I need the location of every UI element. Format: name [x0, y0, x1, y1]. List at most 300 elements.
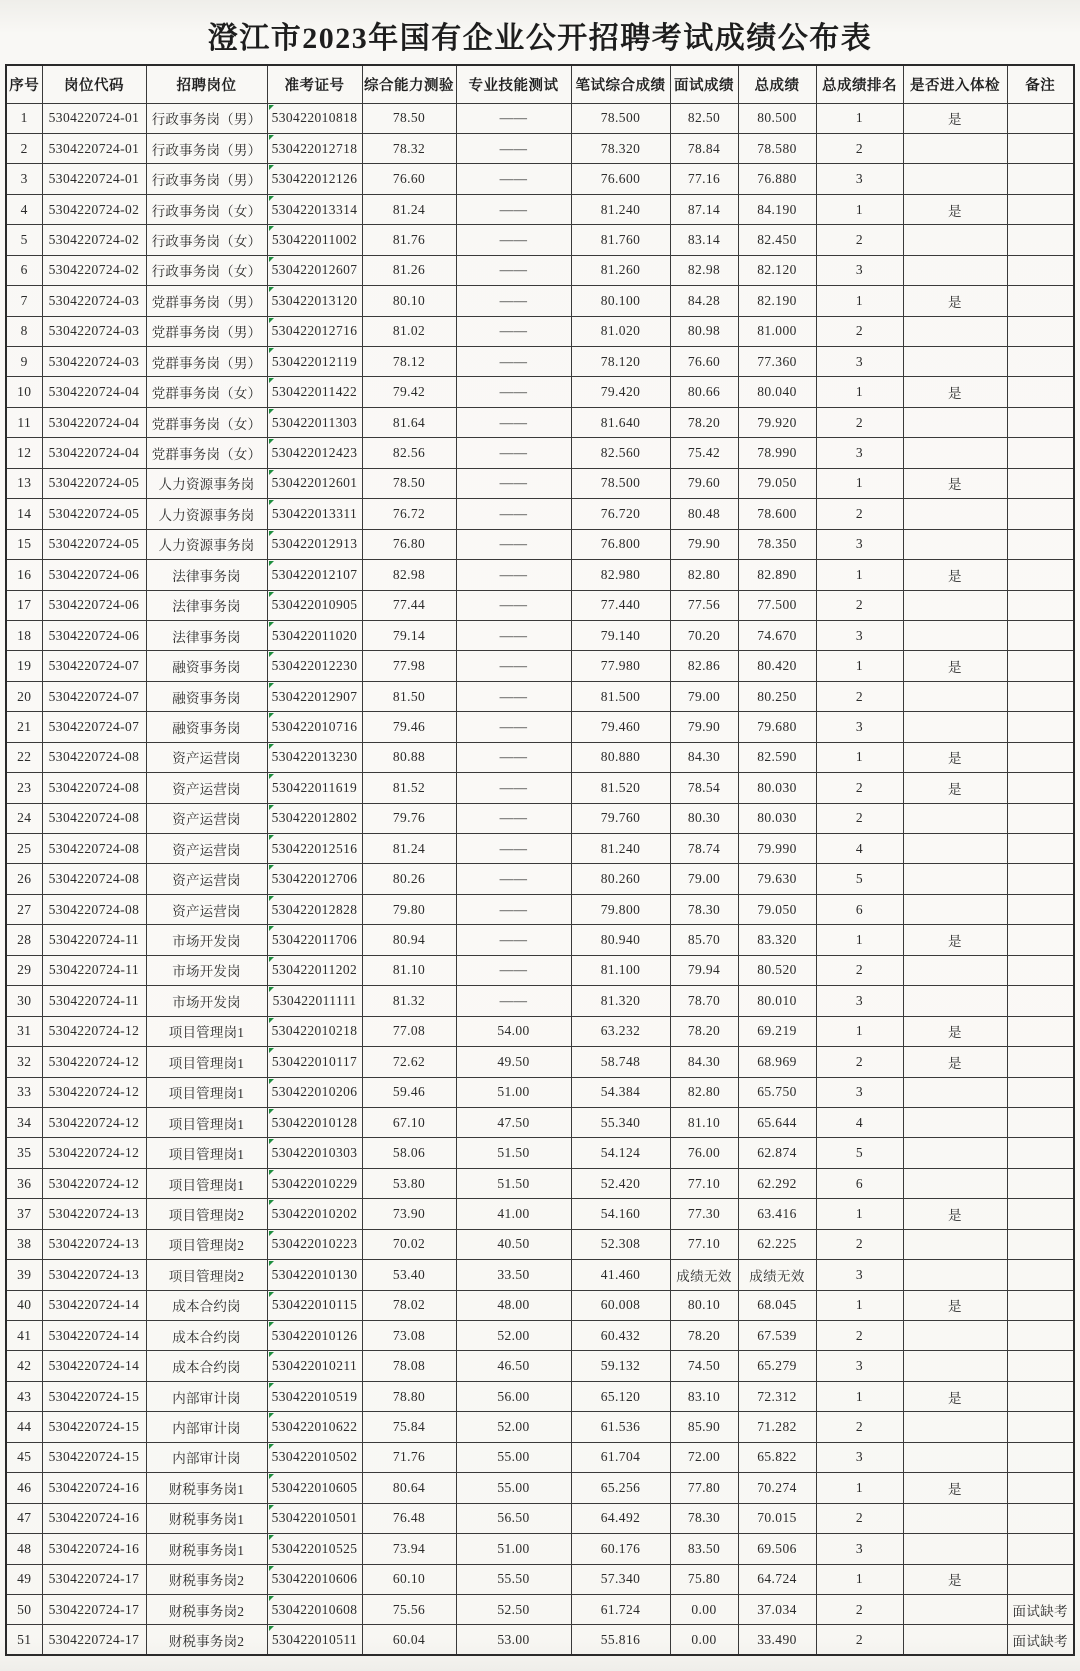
cell-remark — [1007, 529, 1074, 559]
cell-remark — [1007, 894, 1074, 924]
cell-skill_test: —— — [456, 499, 571, 529]
cell-ticket_no: 530422011303 — [267, 407, 362, 437]
column-header-ticket_no: 准考证号 — [267, 65, 362, 103]
cell-remark — [1007, 834, 1074, 864]
cell-comprehensive_test: 80.26 — [362, 864, 456, 894]
cell-position_title: 法律事务岗 — [146, 590, 267, 620]
cell-comprehensive_test: 76.80 — [362, 529, 456, 559]
table-row — [6, 1381, 1074, 1411]
cell-interview_score: 85.70 — [670, 925, 738, 955]
cell-ticket_no: 530422011020 — [267, 620, 362, 650]
cell-position_title: 人力资源事务岗 — [146, 499, 267, 529]
cell-skill_test: 54.00 — [456, 1016, 571, 1046]
cell-ticket_no: 530422010502 — [267, 1442, 362, 1472]
cell-enter_physical: 是 — [903, 194, 1007, 224]
cell-position_title: 行政事务岗（男） — [146, 133, 267, 163]
cell-interview_score: 78.54 — [670, 773, 738, 803]
cell-skill_test: —— — [456, 834, 571, 864]
cell-ticket_no: 530422010303 — [267, 1138, 362, 1168]
cell-total_rank: 2 — [816, 1594, 903, 1624]
cell-interview_score: 75.42 — [670, 438, 738, 468]
cell-comprehensive_test: 71.76 — [362, 1442, 456, 1472]
cell-comprehensive_test: 53.40 — [362, 1260, 456, 1290]
cell-remark — [1007, 955, 1074, 985]
cell-remark — [1007, 255, 1074, 285]
cell-total_score: 成绩无效 — [738, 1260, 816, 1290]
cell-total_score: 71.282 — [738, 1412, 816, 1442]
table-row — [6, 1047, 1074, 1077]
cell-total_score: 76.880 — [738, 164, 816, 194]
cell-enter_physical: 是 — [903, 1564, 1007, 1594]
cell-position_code: 5304220724-14 — [42, 1321, 146, 1351]
cell-total_rank: 3 — [816, 438, 903, 468]
cell-total_rank: 2 — [816, 499, 903, 529]
cell-enter_physical — [903, 620, 1007, 650]
cell-serial: 1 — [6, 103, 42, 133]
cell-interview_score: 84.30 — [670, 742, 738, 772]
cell-skill_test: —— — [456, 620, 571, 650]
cell-ticket_no: 530422010501 — [267, 1503, 362, 1533]
cell-total_score: 63.416 — [738, 1199, 816, 1229]
table-row — [6, 1351, 1074, 1381]
cell-serial: 51 — [6, 1625, 42, 1655]
cell-skill_test: 52.00 — [456, 1412, 571, 1442]
cell-position_title: 党群事务岗（女） — [146, 407, 267, 437]
cell-ticket_no: 530422012913 — [267, 529, 362, 559]
cell-skill_test: —— — [456, 955, 571, 985]
cell-ticket_no: 530422013311 — [267, 499, 362, 529]
cell-total_score: 37.034 — [738, 1594, 816, 1624]
table-row — [6, 194, 1074, 224]
cell-comprehensive_test: 78.50 — [362, 103, 456, 133]
cell-total_rank: 2 — [816, 1047, 903, 1077]
cell-ticket_no: 530422011111 — [267, 986, 362, 1016]
cell-comprehensive_test: 76.48 — [362, 1503, 456, 1533]
cell-total_rank: 3 — [816, 986, 903, 1016]
cell-skill_test: 47.50 — [456, 1107, 571, 1137]
cell-total_score: 78.580 — [738, 133, 816, 163]
cell-interview_score: 75.80 — [670, 1564, 738, 1594]
cell-position_title: 内部审计岗 — [146, 1412, 267, 1442]
cell-written_total: 80.940 — [571, 925, 670, 955]
cell-position_code: 5304220724-05 — [42, 468, 146, 498]
table-row — [6, 681, 1074, 711]
cell-total_score: 65.822 — [738, 1442, 816, 1472]
cell-interview_score: 79.90 — [670, 529, 738, 559]
cell-remark — [1007, 1107, 1074, 1137]
cell-enter_physical — [903, 133, 1007, 163]
cell-written_total: 54.160 — [571, 1199, 670, 1229]
cell-enter_physical — [903, 225, 1007, 255]
header-row — [6, 65, 1074, 103]
cell-total_score: 79.990 — [738, 834, 816, 864]
table-row — [6, 438, 1074, 468]
cell-total_score: 65.279 — [738, 1351, 816, 1381]
cell-ticket_no: 530422011706 — [267, 925, 362, 955]
table-row — [6, 255, 1074, 285]
cell-comprehensive_test: 81.64 — [362, 407, 456, 437]
cell-serial: 28 — [6, 925, 42, 955]
cell-serial: 46 — [6, 1473, 42, 1503]
cell-remark — [1007, 1229, 1074, 1259]
cell-ticket_no: 530422010211 — [267, 1351, 362, 1381]
cell-position_title: 行政事务岗（女） — [146, 225, 267, 255]
cell-interview_score: 87.14 — [670, 194, 738, 224]
cell-position_title: 项目管理岗1 — [146, 1047, 267, 1077]
cell-total_score: 77.500 — [738, 590, 816, 620]
cell-remark — [1007, 133, 1074, 163]
cell-serial: 16 — [6, 560, 42, 590]
cell-written_total: 61.704 — [571, 1442, 670, 1472]
table-row — [6, 1625, 1074, 1655]
cell-enter_physical — [903, 1351, 1007, 1381]
cell-written_total: 80.100 — [571, 286, 670, 316]
cell-enter_physical — [903, 316, 1007, 346]
cell-written_total: 79.460 — [571, 712, 670, 742]
cell-remark — [1007, 1047, 1074, 1077]
cell-total_score: 62.225 — [738, 1229, 816, 1259]
cell-ticket_no: 530422010606 — [267, 1564, 362, 1594]
cell-skill_test: 56.50 — [456, 1503, 571, 1533]
cell-skill_test: 40.50 — [456, 1229, 571, 1259]
cell-written_total: 52.420 — [571, 1168, 670, 1198]
cell-written_total: 60.008 — [571, 1290, 670, 1320]
cell-position_code: 5304220724-12 — [42, 1047, 146, 1077]
cell-serial: 32 — [6, 1047, 42, 1077]
cell-total_rank: 1 — [816, 286, 903, 316]
cell-total_rank: 1 — [816, 377, 903, 407]
cell-total_score: 80.250 — [738, 681, 816, 711]
cell-written_total: 77.980 — [571, 651, 670, 681]
cell-written_total: 79.800 — [571, 894, 670, 924]
cell-remark — [1007, 1503, 1074, 1533]
cell-comprehensive_test: 75.56 — [362, 1594, 456, 1624]
cell-total_rank: 1 — [816, 1290, 903, 1320]
cell-position_code: 5304220724-06 — [42, 590, 146, 620]
cell-skill_test: —— — [456, 194, 571, 224]
cell-interview_score: 81.10 — [670, 1107, 738, 1137]
cell-remark — [1007, 194, 1074, 224]
table-row — [6, 955, 1074, 985]
cell-comprehensive_test: 80.64 — [362, 1473, 456, 1503]
cell-remark — [1007, 1168, 1074, 1198]
cell-ticket_no: 530422010608 — [267, 1594, 362, 1624]
cell-comprehensive_test: 80.88 — [362, 742, 456, 772]
cell-total_rank: 2 — [816, 773, 903, 803]
cell-written_total: 65.120 — [571, 1381, 670, 1411]
cell-skill_test: —— — [456, 347, 571, 377]
cell-total_rank: 5 — [816, 864, 903, 894]
table-row — [6, 1229, 1074, 1259]
cell-skill_test: 55.50 — [456, 1564, 571, 1594]
table-body — [6, 103, 1074, 1655]
cell-remark — [1007, 1016, 1074, 1046]
cell-written_total: 82.560 — [571, 438, 670, 468]
cell-ticket_no: 530422012718 — [267, 133, 362, 163]
cell-position_title: 项目管理岗1 — [146, 1107, 267, 1137]
cell-total_score: 80.520 — [738, 955, 816, 985]
cell-remark — [1007, 742, 1074, 772]
cell-remark — [1007, 1564, 1074, 1594]
cell-skill_test: —— — [456, 164, 571, 194]
cell-position_title: 财税事务岗1 — [146, 1473, 267, 1503]
cell-written_total: 60.432 — [571, 1321, 670, 1351]
cell-ticket_no: 530422011422 — [267, 377, 362, 407]
cell-remark — [1007, 651, 1074, 681]
cell-total_rank: 1 — [816, 1199, 903, 1229]
cell-ticket_no: 530422012716 — [267, 316, 362, 346]
cell-written_total: 81.760 — [571, 225, 670, 255]
column-header-comprehensive_test: 综合能力测验 — [362, 65, 456, 103]
cell-enter_physical — [903, 1625, 1007, 1655]
cell-skill_test: —— — [456, 103, 571, 133]
cell-interview_score: 82.98 — [670, 255, 738, 285]
cell-written_total: 78.320 — [571, 133, 670, 163]
cell-total_score: 78.350 — [738, 529, 816, 559]
cell-ticket_no: 530422010905 — [267, 590, 362, 620]
cell-total_rank: 1 — [816, 560, 903, 590]
cell-total_score: 62.874 — [738, 1138, 816, 1168]
cell-written_total: 82.980 — [571, 560, 670, 590]
column-header-skill_test: 专业技能测试 — [456, 65, 571, 103]
table-row — [6, 1260, 1074, 1290]
cell-skill_test: —— — [456, 529, 571, 559]
cell-total_rank: 2 — [816, 225, 903, 255]
cell-skill_test: 52.50 — [456, 1594, 571, 1624]
cell-serial: 34 — [6, 1107, 42, 1137]
cell-total_rank: 1 — [816, 194, 903, 224]
cell-ticket_no: 530422012607 — [267, 255, 362, 285]
table-row — [6, 316, 1074, 346]
cell-total_rank: 1 — [816, 1381, 903, 1411]
cell-position_code: 5304220724-16 — [42, 1473, 146, 1503]
table-row — [6, 1107, 1074, 1137]
cell-interview_score: 80.48 — [670, 499, 738, 529]
cell-position_title: 市场开发岗 — [146, 986, 267, 1016]
cell-total_rank: 2 — [816, 407, 903, 437]
cell-enter_physical: 是 — [903, 468, 1007, 498]
cell-remark — [1007, 681, 1074, 711]
cell-enter_physical: 是 — [903, 1381, 1007, 1411]
cell-serial: 39 — [6, 1260, 42, 1290]
cell-total_rank: 1 — [816, 1564, 903, 1594]
cell-enter_physical — [903, 712, 1007, 742]
cell-total_rank: 2 — [816, 1229, 903, 1259]
cell-remark — [1007, 103, 1074, 133]
cell-comprehensive_test: 73.08 — [362, 1321, 456, 1351]
table-row — [6, 1503, 1074, 1533]
cell-skill_test: —— — [456, 255, 571, 285]
cell-total_rank: 2 — [816, 1321, 903, 1351]
cell-enter_physical — [903, 1503, 1007, 1533]
cell-comprehensive_test: 73.90 — [362, 1199, 456, 1229]
cell-total_score: 79.050 — [738, 468, 816, 498]
cell-remark — [1007, 1442, 1074, 1472]
cell-comprehensive_test: 53.80 — [362, 1168, 456, 1198]
cell-interview_score: 85.90 — [670, 1412, 738, 1442]
cell-total_score: 79.630 — [738, 864, 816, 894]
table-row — [6, 1412, 1074, 1442]
cell-total_rank: 1 — [816, 468, 903, 498]
cell-ticket_no: 530422012119 — [267, 347, 362, 377]
cell-remark — [1007, 1290, 1074, 1320]
cell-position_title: 财税事务岗1 — [146, 1534, 267, 1564]
cell-position_title: 成本合约岗 — [146, 1321, 267, 1351]
cell-position_title: 项目管理岗2 — [146, 1199, 267, 1229]
cell-interview_score: 77.10 — [670, 1168, 738, 1198]
cell-position_title: 人力资源事务岗 — [146, 468, 267, 498]
cell-interview_score: 74.50 — [670, 1351, 738, 1381]
cell-comprehensive_test: 78.50 — [362, 468, 456, 498]
cell-comprehensive_test: 77.44 — [362, 590, 456, 620]
cell-skill_test: —— — [456, 803, 571, 833]
cell-position_code: 5304220724-03 — [42, 347, 146, 377]
cell-remark — [1007, 377, 1074, 407]
table-row — [6, 651, 1074, 681]
cell-position_title: 内部审计岗 — [146, 1442, 267, 1472]
cell-total_score: 65.644 — [738, 1107, 816, 1137]
cell-position_title: 党群事务岗（女） — [146, 377, 267, 407]
cell-position_code: 5304220724-15 — [42, 1442, 146, 1472]
cell-position_title: 行政事务岗（男） — [146, 103, 267, 133]
column-header-position_title: 招聘岗位 — [146, 65, 267, 103]
cell-enter_physical — [903, 529, 1007, 559]
cell-position_title: 党群事务岗（男） — [146, 316, 267, 346]
cell-total_score: 77.360 — [738, 347, 816, 377]
cell-position_title: 财税事务岗2 — [146, 1594, 267, 1624]
cell-comprehensive_test: 77.98 — [362, 651, 456, 681]
cell-enter_physical — [903, 864, 1007, 894]
cell-skill_test: 51.50 — [456, 1138, 571, 1168]
table-header — [6, 65, 1074, 103]
cell-skill_test: 51.50 — [456, 1168, 571, 1198]
cell-total_rank: 1 — [816, 1473, 903, 1503]
cell-skill_test: —— — [456, 773, 571, 803]
cell-position_title: 成本合约岗 — [146, 1351, 267, 1381]
cell-serial: 40 — [6, 1290, 42, 1320]
cell-total_score: 79.680 — [738, 712, 816, 742]
cell-enter_physical — [903, 681, 1007, 711]
table-row — [6, 1138, 1074, 1168]
cell-written_total: 64.492 — [571, 1503, 670, 1533]
cell-comprehensive_test: 79.14 — [362, 620, 456, 650]
cell-serial: 9 — [6, 347, 42, 377]
table-row — [6, 590, 1074, 620]
cell-total_score: 65.750 — [738, 1077, 816, 1107]
cell-position_code: 5304220724-01 — [42, 133, 146, 163]
cell-interview_score: 80.66 — [670, 377, 738, 407]
cell-position_code: 5304220724-02 — [42, 255, 146, 285]
cell-remark — [1007, 1077, 1074, 1107]
cell-serial: 12 — [6, 438, 42, 468]
cell-total_rank: 6 — [816, 1168, 903, 1198]
cell-ticket_no: 530422013120 — [267, 286, 362, 316]
cell-serial: 47 — [6, 1503, 42, 1533]
cell-total_rank: 3 — [816, 347, 903, 377]
cell-total_score: 74.670 — [738, 620, 816, 650]
cell-total_rank: 2 — [816, 316, 903, 346]
cell-position_code: 5304220724-01 — [42, 103, 146, 133]
cell-written_total: 81.520 — [571, 773, 670, 803]
cell-total_score: 78.600 — [738, 499, 816, 529]
cell-serial: 24 — [6, 803, 42, 833]
cell-comprehensive_test: 78.02 — [362, 1290, 456, 1320]
cell-total_score: 80.040 — [738, 377, 816, 407]
cell-total_rank: 2 — [816, 803, 903, 833]
cell-comprehensive_test: 78.80 — [362, 1381, 456, 1411]
cell-enter_physical: 是 — [903, 1047, 1007, 1077]
table-row — [6, 1168, 1074, 1198]
cell-position_title: 人力资源事务岗 — [146, 529, 267, 559]
cell-skill_test: —— — [456, 225, 571, 255]
table-row — [6, 103, 1074, 133]
cell-interview_score: 77.56 — [670, 590, 738, 620]
cell-total_rank: 1 — [816, 742, 903, 772]
cell-written_total: 81.240 — [571, 834, 670, 864]
table-row — [6, 864, 1074, 894]
cell-skill_test: 48.00 — [456, 1290, 571, 1320]
cell-interview_score: 78.30 — [670, 1503, 738, 1533]
cell-written_total: 59.132 — [571, 1351, 670, 1381]
cell-written_total: 79.420 — [571, 377, 670, 407]
cell-enter_physical: 是 — [903, 1199, 1007, 1229]
cell-enter_physical — [903, 1594, 1007, 1624]
cell-total_score: 80.010 — [738, 986, 816, 1016]
cell-enter_physical — [903, 164, 1007, 194]
cell-position_code: 5304220724-16 — [42, 1534, 146, 1564]
cell-interview_score: 78.20 — [670, 1016, 738, 1046]
cell-total_score: 78.990 — [738, 438, 816, 468]
cell-ticket_no: 530422010818 — [267, 103, 362, 133]
cell-enter_physical — [903, 834, 1007, 864]
cell-written_total: 57.340 — [571, 1564, 670, 1594]
cell-position_code: 5304220724-13 — [42, 1199, 146, 1229]
cell-comprehensive_test: 80.10 — [362, 286, 456, 316]
cell-comprehensive_test: 78.32 — [362, 133, 456, 163]
cell-serial: 35 — [6, 1138, 42, 1168]
cell-written_total: 79.140 — [571, 620, 670, 650]
cell-serial: 26 — [6, 864, 42, 894]
cell-serial: 38 — [6, 1229, 42, 1259]
cell-ticket_no: 530422013314 — [267, 194, 362, 224]
cell-ticket_no: 530422010130 — [267, 1260, 362, 1290]
table-row — [6, 986, 1074, 1016]
cell-position_code: 5304220724-06 — [42, 620, 146, 650]
table-row — [6, 1442, 1074, 1472]
cell-remark — [1007, 1138, 1074, 1168]
table-row — [6, 529, 1074, 559]
cell-remark — [1007, 286, 1074, 316]
cell-skill_test: 33.50 — [456, 1260, 571, 1290]
cell-enter_physical: 是 — [903, 560, 1007, 590]
cell-enter_physical: 是 — [903, 742, 1007, 772]
cell-enter_physical — [903, 438, 1007, 468]
cell-enter_physical — [903, 1107, 1007, 1137]
cell-ticket_no: 530422012601 — [267, 468, 362, 498]
cell-position_title: 资产运营岗 — [146, 894, 267, 924]
cell-position_code: 5304220724-08 — [42, 864, 146, 894]
cell-enter_physical: 是 — [903, 773, 1007, 803]
cell-position_code: 5304220724-02 — [42, 225, 146, 255]
cell-written_total: 79.760 — [571, 803, 670, 833]
cell-written_total: 76.600 — [571, 164, 670, 194]
cell-position_title: 成本合约岗 — [146, 1290, 267, 1320]
table-row — [6, 1594, 1074, 1624]
cell-comprehensive_test: 81.76 — [362, 225, 456, 255]
cell-serial: 14 — [6, 499, 42, 529]
cell-comprehensive_test: 59.46 — [362, 1077, 456, 1107]
column-header-total_rank: 总成绩排名 — [816, 65, 903, 103]
